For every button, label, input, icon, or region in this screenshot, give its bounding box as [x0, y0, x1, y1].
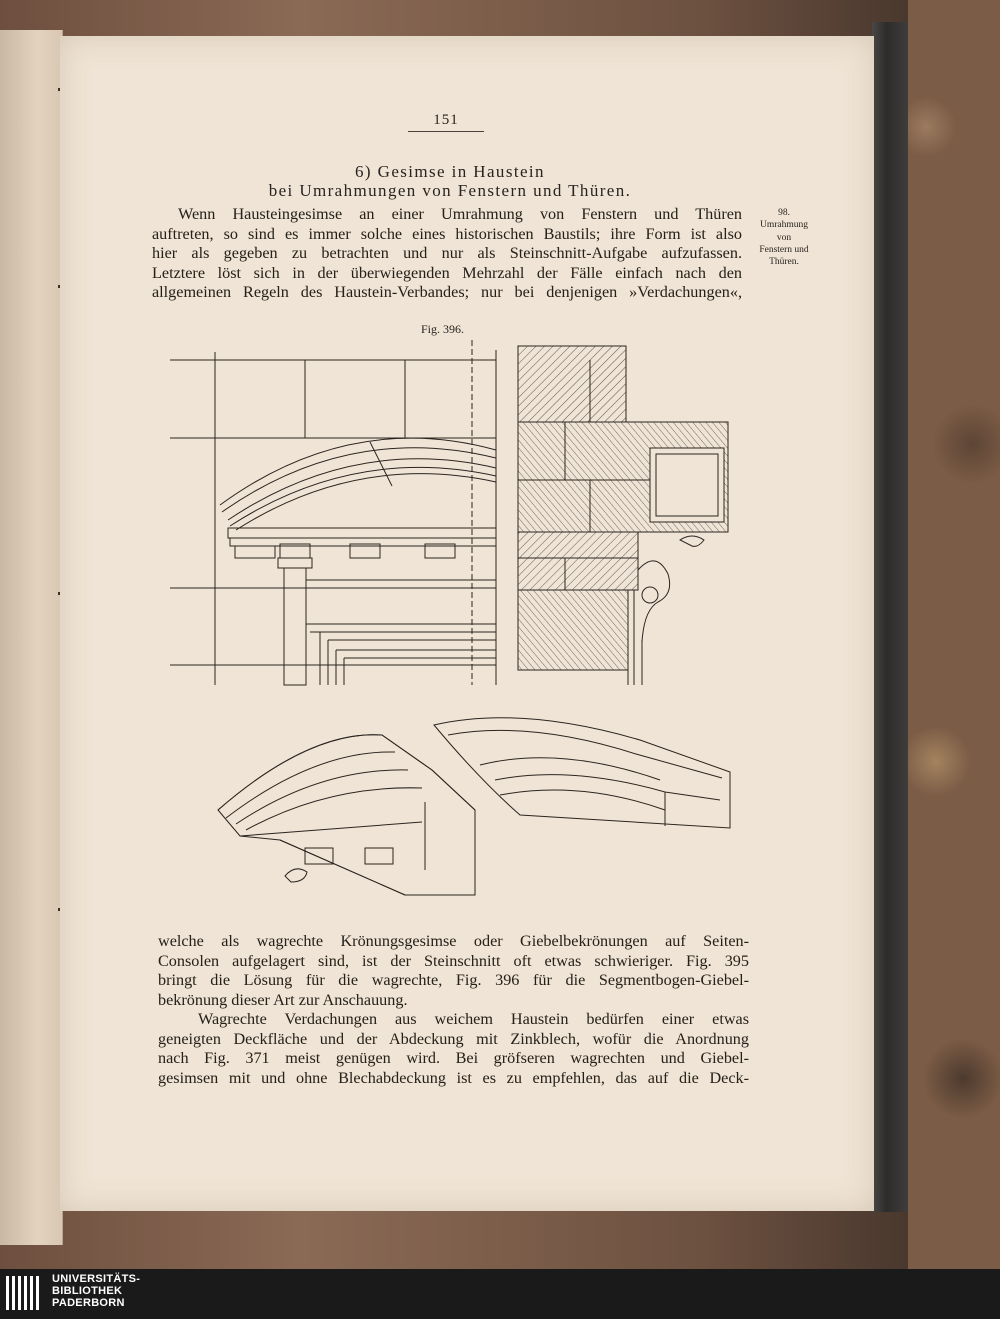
margin-note-line: Thüren.	[769, 257, 799, 268]
text-line: gesimsen mit und ohne Blechabdeckung ist es zu empfehlen, das auf die Deck-	[158, 1068, 749, 1087]
paragraph-1	[152, 205, 742, 303]
page-number	[408, 112, 484, 132]
text-line: allgemeinen Regeln des Haustein-Verbandes; nur bei denjenigen »Verdachungen«,	[152, 283, 742, 301]
paragraph-2	[158, 932, 749, 1088]
text-line: Wagrechte Verdachungen aus weichem Haustein bedürfen einer etwas	[198, 1010, 749, 1028]
previous-page-edge	[0, 30, 63, 1245]
section-heading-line1: 6) Gesimse in Haustein	[355, 162, 545, 181]
margin-note-line: Umrahmung	[759, 220, 809, 231]
margin-note-line: von	[776, 232, 792, 243]
text-line: nach Fig. 371 meist genügen wird. Bei gröfseren wagrechten und Giebel-	[158, 1049, 749, 1067]
text-line: auftreten, so sind es immer solche eines historischen Baustils; ihre Form ist also	[152, 224, 742, 243]
library-name-line: UNIVERSITÄTS-	[52, 1273, 141, 1285]
margin-note-line: Fenstern und	[759, 244, 809, 255]
library-name[interactable]	[52, 1273, 140, 1309]
library-name-line: BIBLIOTHEK	[52, 1285, 123, 1297]
figure-label: Fig. 396.	[421, 322, 465, 336]
margin-note-number: 98.	[778, 208, 790, 218]
book-binding	[872, 22, 908, 1212]
text-line: Letztere löst sich in der überwiegenden Mehrzahl der Fälle einfach nach den	[152, 263, 742, 282]
text-line: welche als wagrechte Krönungsgesimse oder Giebelbekrönungen auf Seiten-	[158, 932, 749, 950]
page-number-text: 151	[433, 112, 459, 128]
section-heading-line2: bei Umrahmungen von Fenstern und Thüren.	[268, 181, 632, 200]
page-number-rule	[408, 131, 484, 132]
library-logo-icon	[6, 1274, 44, 1312]
figure-396-drawing	[160, 340, 750, 920]
margin-note	[752, 207, 816, 268]
text-line: bekrönung dieser Art zur Anschauung.	[158, 990, 408, 1009]
footer-bar	[0, 1269, 1000, 1319]
text-line: hier als gegeben zu betrachten und nur als Steinschnitt-Aufgabe aufzufassen.	[152, 244, 742, 262]
text-line: geneigten Deckfläche und der Abdeckung mit Zinkblech, wofür die Anordnung	[158, 1029, 749, 1048]
text-line: Consolen aufgelagert sind, ist der Steinschnitt oft etwas schwieriger. Fig. 395	[158, 951, 749, 970]
book-cover-marbled-edge	[908, 0, 1000, 1269]
library-name-line: PADERBORN	[52, 1297, 125, 1309]
text-line: Wenn Hausteingesimse an einer Umrahmung von Fenstern und Thüren	[178, 205, 742, 223]
text-line: bringt die Lösung für die wagrechte, Fig. 396 für die Segmentbogen-Giebel-	[158, 971, 749, 989]
